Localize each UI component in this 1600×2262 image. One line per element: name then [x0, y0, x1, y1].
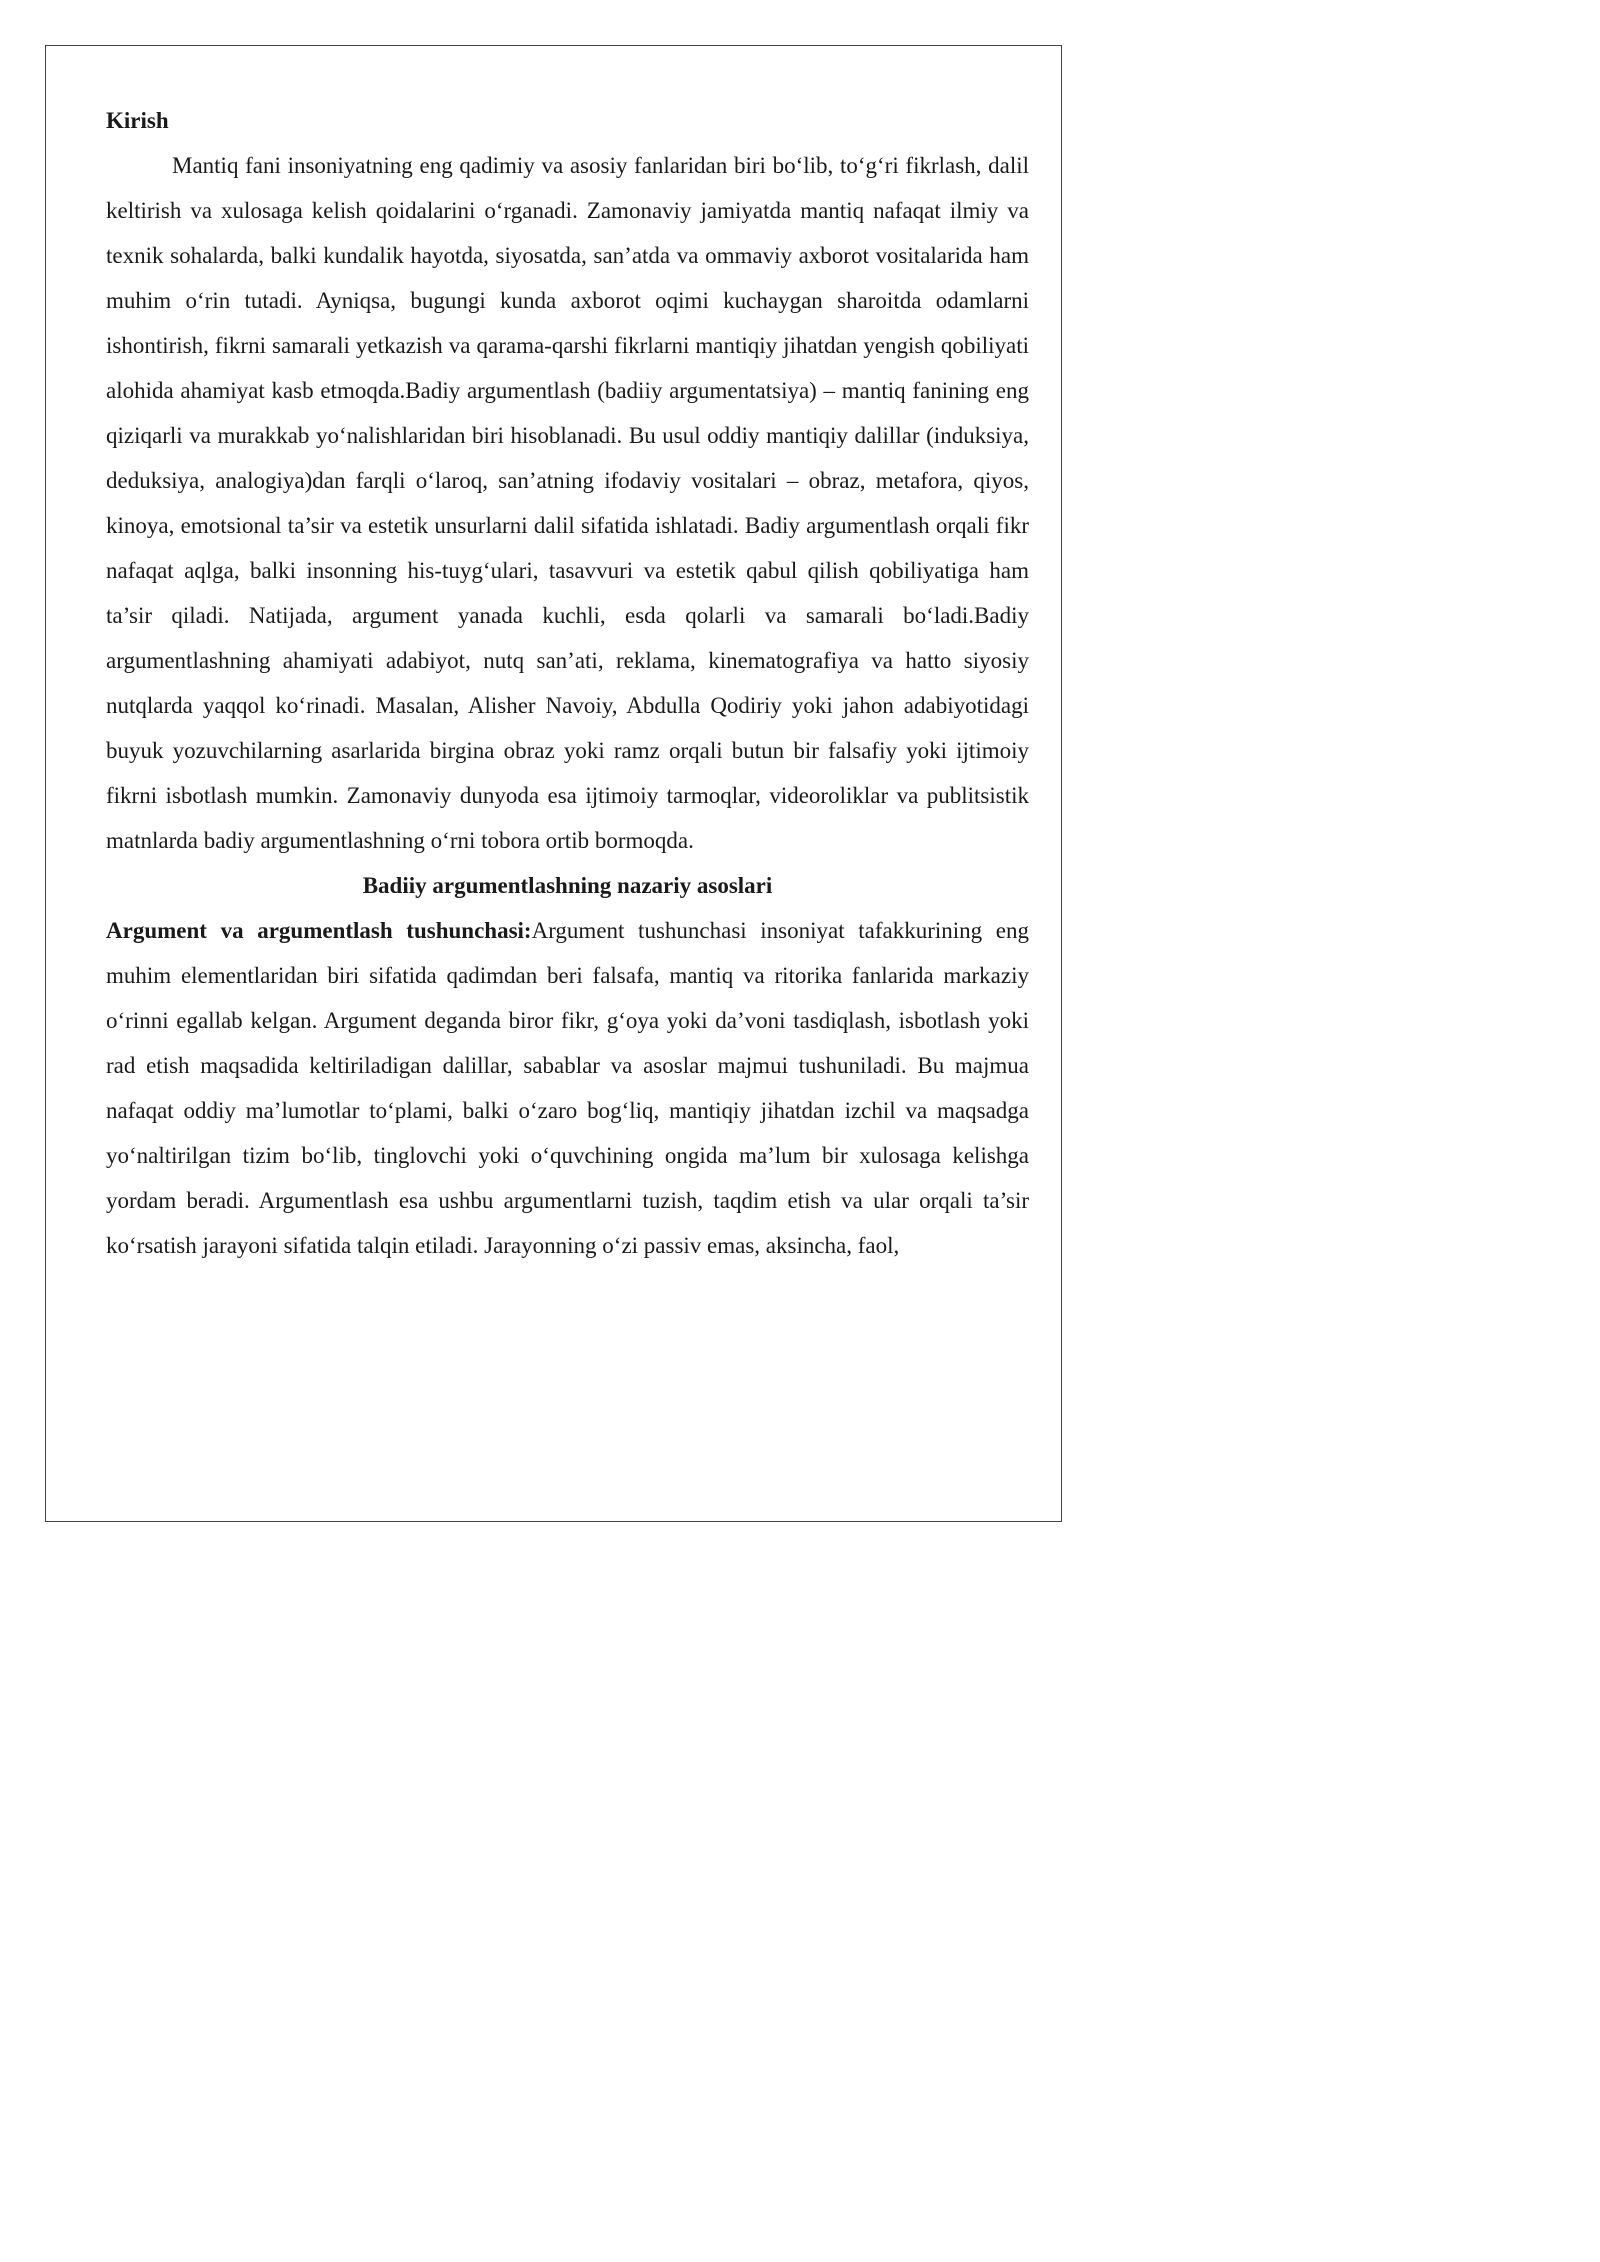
- intro-paragraph: Mantiq fani insoniyatning eng qadimiy va asosiy fanlaridan biri bo‘lib, to‘g‘ri fikrlash, dalil keltirish va xulosaga kelish qoidalarini o‘rganadi. Zamonaviy jamiyatda mantiq nafaqat ilmiy va texnik sohalarda, balki kundalik hayotda, siyosatda, san’atda va ommaviy axborot vositalarida ham muhim o‘rin tutadi. Ayniqsa, bugungi kunda axborot oqimi kuchaygan sharoitda odamlarni ishontirish, fikrni samarali yetkazish va qarama-qarshi fikrlarni mantiqiy jihatdan yengish qobiliyati alohida ahamiyat kasb etmoqda.Badiy argumentlash (badiiy argumentatsiya) – mantiq fanining eng qiziqarli va murakkab yo‘nalishlaridan biri hisoblanadi. Bu usul oddiy mantiqiy dalillar (induksiya, deduksiya, analogiya)dan farqli o‘laroq, san’atning ifodaviy vositalari – obraz, metafora, qiyos, kinoya, emotsional ta’sir va estetik unsurlarni dalil sifatida ishlatadi. Badiy argumentlash orqali fikr nafaqat aqlga, balki insonning his-tuyg‘ulari, tasavvuri va estetik qabul qilish qobiliyatiga ham ta’sir qiladi. Natijada, argument yanada kuchli, esda qolarli va samarali bo‘ladi.Badiy argumentlashning ahamiyati adabiyot, nutq san’ati, reklama, kinematografiya va hatto siyosiy nutqlarda yaqqol ko‘rinadi. Masalan, Alisher Navoiy, Abdulla Qodiriy yoki jahon adabiyotidagi buyuk yozuvchilarning asarlarida birgina obraz yoki ramz orqali butun bir falsafiy yoki ijtimoiy fikrni isbotlash mumkin. Zamonaviy dunyoda esa ijtimoiy tarmoqlar, videoroliklar va publitsistik matnlarda badiy argumentlashning o‘rni tobora ortib bormoqda.: [106, 153, 1029, 853]
- section-term: Argument va argumentlash tushunchasi:: [106, 918, 532, 943]
- intro-heading: Kirish: [106, 108, 169, 133]
- section-heading: Badiiy argumentlashning nazariy asoslari: [362, 873, 773, 898]
- document-body: [106, 98, 1029, 1268]
- section-paragraph-text: Argument tushunchasi insoniyat tafakkurining eng muhim elementlaridan biri sifatida qadimdan beri falsafa, mantiq va ritorika fanlarida markaziy o‘rinni egallab kelgan. Argument deganda biror fikr, g‘oya yoki da’voni tasdiqlash, isbotlash yoki rad etish maqsadida keltiriladigan dalillar, sabablar va asoslar majmui tushuniladi. Bu majmua nafaqat oddiy ma’lumotlar to‘plami, balki o‘zaro bog‘liq, mantiqiy jihatdan izchil va maqsadga yo‘naltirilgan tizim bo‘lib, tinglovchi yoki o‘quvchining ongida ma’lum bir xulosaga kelishga yordam beradi. Argumentlash esa ushbu argumentlarni tuzish, taqdim etish va ular orqali ta’sir ko‘rsatish jarayoni sifatida talqin etiladi. Jarayonning o‘zi passiv emas, aksincha, faol,: [106, 918, 1030, 1258]
- section-paragraph: [106, 908, 1029, 1268]
